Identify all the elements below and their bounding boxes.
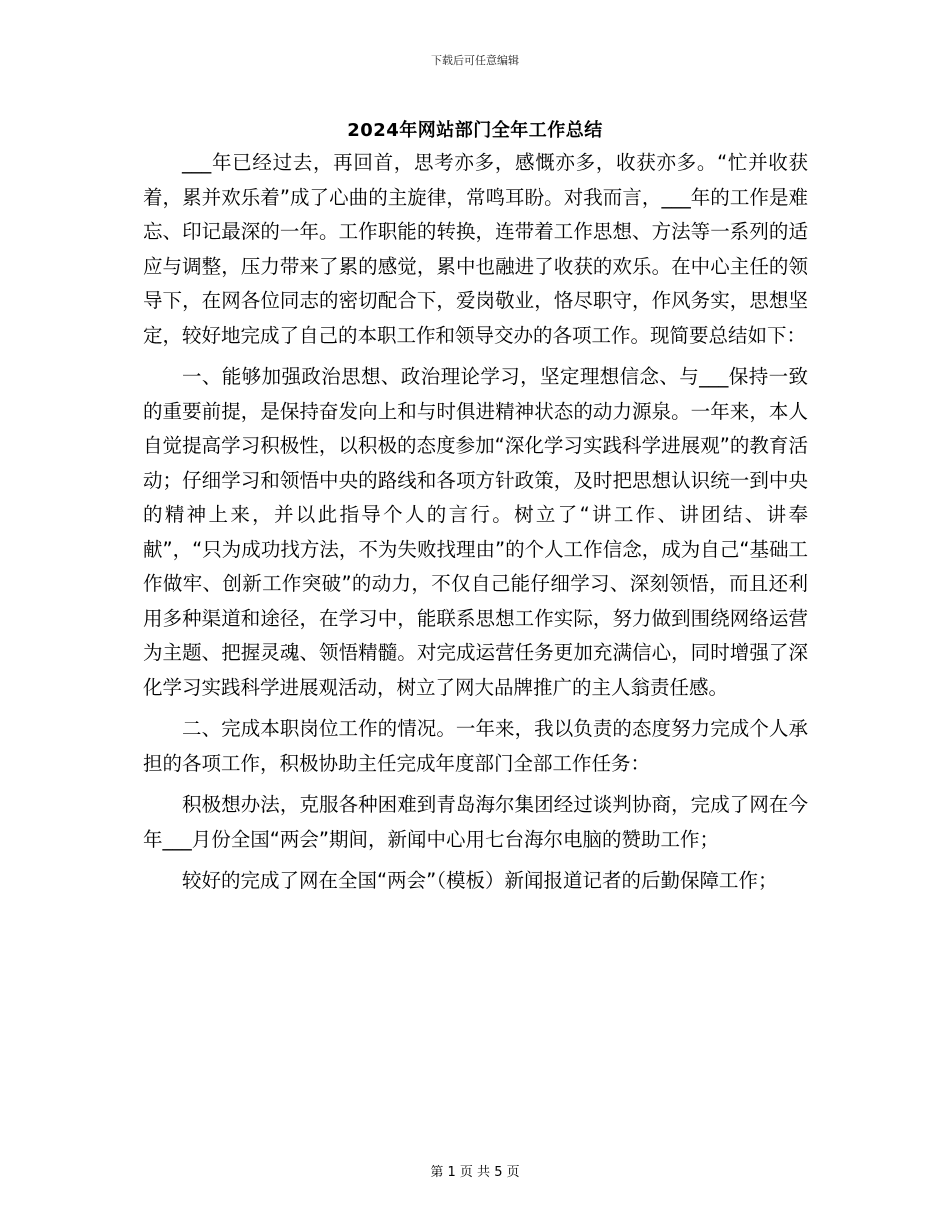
- document-body: [143, 146, 808, 906]
- paragraph-section-2: 二、完成本职岗位工作的情况。一年来，我以负责的态度努力完成个人承担的各项工作，积极协助主任完成年度部门全部工作任务：: [143, 717, 808, 775]
- paragraph-item-1: 积极想办法，克服各种困难到青岛海尔集团经过谈判协商，完成了网在今年___月份全国“两会”期间，新闻中心用七台海尔电脑的赞助工作；: [143, 793, 808, 851]
- paragraph-intro: ___年已经过去，再回首，思考亦多，感慨亦多，收获亦多。“忙并收获着，累并欢乐着”成了心曲的主旋律，常鸣耳盼。对我而言，___年的工作是难忘、印记最深的一年。工作职能的转换，连带着工作思想、方法等一系列的适应与调整，压力带来了累的感觉，累中也融进了收获的欢乐。在中心主任的领导下，在网各位同志的密切配合下，爱岗敬业，恪尽职守，作风务实，思想坚定，较好地完成了自己的本职工作和领导交办的各项工作。现简要总结如下：: [143, 151, 808, 347]
- paragraph-section-1: 一、能够加强政治思想、政治理论学习，坚定理想信念、与___保持一致的重要前提，是保持奋发向上和与时俱进精神状态的动力源泉。一年来，本人自觉提高学习积极性，以积极的态度参加“深化学习实践科学进展观”的教育活动；仔细学习和领悟中央的路线和各项方针政策，及时把思想认识统一到中央的精神上来，并以此指导个人的言行。树立了“讲工作、讲团结、讲奉献”，“只为成功找方法，不为失败找理由”的个人工作信念，成为自己“基础工作做牢、创新工作突破”的动力，不仅自己能仔细学习、深刻领悟，而且还利用多种渠道和途径，在学习中，能联系思想工作实际，努力做到围绕网络运营为主题、把握灵魂、领悟精髓。对完成运营任务更加充满信心，同时增强了深化学习实践科学进展观活动，树立了网大品牌推广的主人翁责任感。: [143, 365, 808, 699]
- document-title: 2024年网站部门全年工作总结: [347, 120, 603, 141]
- page-number: 第 1 页 共 5 页: [430, 1165, 520, 1180]
- header-note: 下载后可任意编辑: [431, 54, 519, 67]
- paragraph-item-2: 较好的完成了网在全国“两会”（模板）新闻报道记者的后勤保障工作；: [182, 869, 778, 892]
